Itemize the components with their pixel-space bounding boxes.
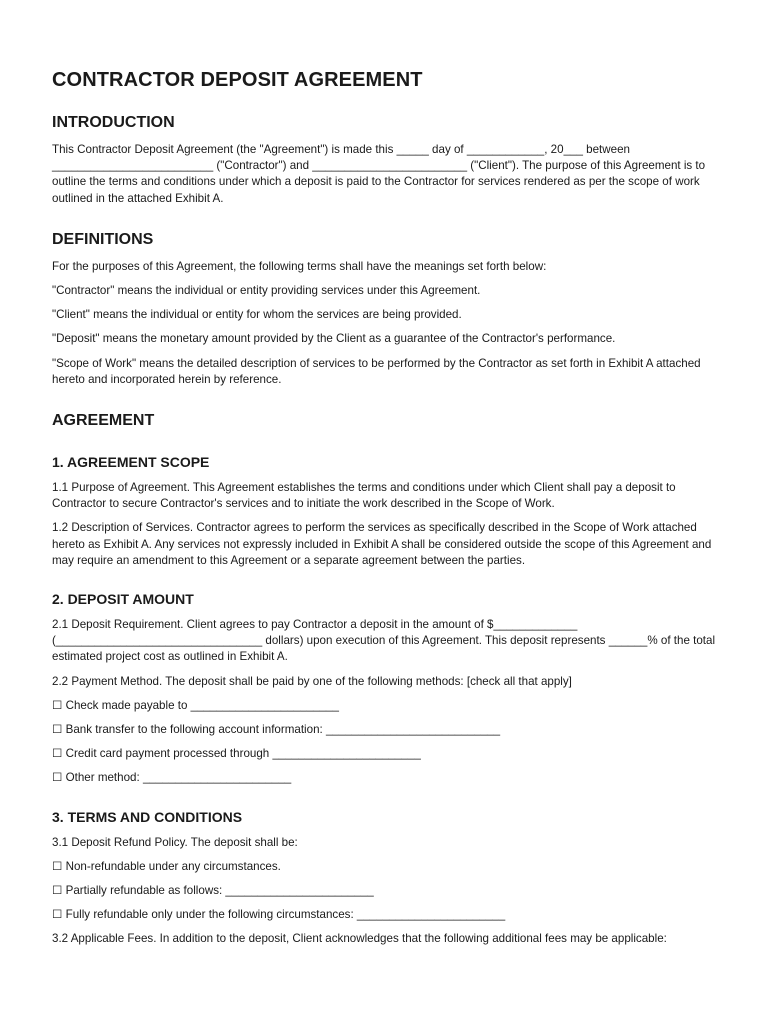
introduction-paragraph: This Contractor Deposit Agreement (the "Agreement") is made this _____ day of ____________, 20___ between _________________________ ("Contractor") and ________________________ ("Client"). The purpose of this Agreement is to outline the terms and conditions under which a deposit is paid to the Contractor for services rendered as per the scope of work outlined in the attached Exhibit A. [52,143,706,205]
payment-option-other: ☐ Other method: _______________________ [52,771,292,785]
refund-option-partial: ☐ Partially refundable as follows: _______________________ [52,884,374,898]
refund-option-non-refundable: ☐ Non-refundable under any circumstances. [52,859,281,873]
clause-1-2: 1.2 Description of Services. Contractor agrees to perform the services as specifically described in the Scope of Work attached hereto as Exhibit A. Any services not expressly included in Exhibit A shall be considered outside the scope of this Agreement and may require an amendment to this Agreement or a separate agreement between the parties. [52,521,712,567]
clause-3-1: 3.1 Deposit Refund Policy. The deposit shall be: [52,835,298,849]
payment-option-card: ☐ Credit card payment processed through _______________________ [52,747,421,761]
clause-3-2: 3.2 Applicable Fees. In addition to the deposit, Client acknowledges that the following additional fees may be applicable: [52,932,667,946]
definition-contractor: "Contractor" means the individual or entity providing services under this Agreement. [52,284,481,298]
definition-deposit: "Deposit" means the monetary amount provided by the Client as a guarantee of the Contractor's performance. [52,332,616,346]
clause-2-1: 2.1 Deposit Requirement. Client agrees to pay Contractor a deposit in the amount of $_____________ (________________________________ dollars) upon execution of this Agreement. This deposit represents ______% of the total estimated project cost as outlined in Exhibit A. [52,618,716,664]
definition-scope-of-work: "Scope of Work" means the detailed description of services to be performed by the Contractor as set forth in Exhibit A attached hereto and incorporated herein by reference. [52,356,701,386]
clause-2-2: 2.2 Payment Method. The deposit shall be paid by one of the following methods: [check all that apply] [52,674,572,688]
agreement-heading: AGREEMENT [52,412,155,430]
agreement-scope-heading: 1. AGREEMENT SCOPE [52,454,210,471]
definitions-heading: DEFINITIONS [52,230,154,248]
document-title: CONTRACTOR DEPOSIT AGREEMENT [52,69,423,91]
definition-client: "Client" means the individual or entity for whom the services are being provided. [52,308,462,322]
deposit-amount-heading: 2. DEPOSIT AMOUNT [52,591,194,608]
payment-option-bank: ☐ Bank transfer to the following account information: ___________________________ [52,723,501,737]
payment-option-check: ☐ Check made payable to _______________________ [52,698,339,712]
definitions-intro: For the purposes of this Agreement, the following terms shall have the meanings set forth below: [52,259,547,273]
introduction-heading: INTRODUCTION [52,114,175,131]
clause-1-1: 1.1 Purpose of Agreement. This Agreement establishes the terms and conditions under which Client shall pay a deposit to Contractor to secure Contractor's services and to initiate the work described in the Scope of Work. [52,481,676,511]
terms-heading: 3. TERMS AND CONDITIONS [52,808,243,825]
document-page [52,66,720,956]
refund-option-full: ☐ Fully refundable only under the following circumstances: _______________________ [52,908,506,922]
